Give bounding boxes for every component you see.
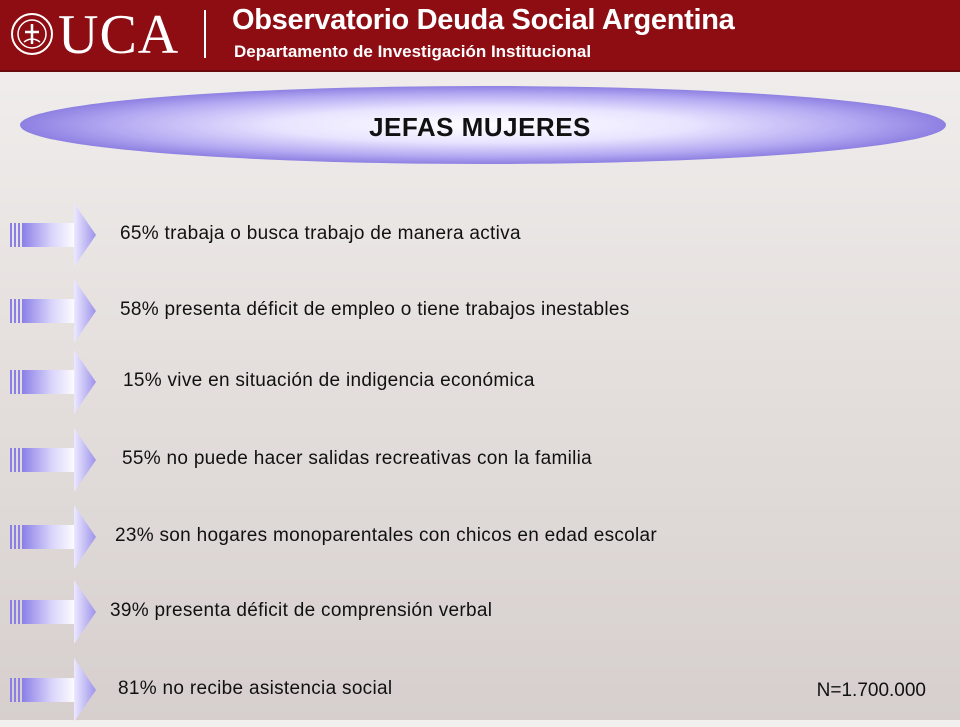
list-item-text: 23% son hogares monoparentales con chicos en edad escolar [115,525,658,546]
list-item-text: 15% vive en situación de indigencia económica [123,370,535,391]
list-item-text: 81% no recibe asistencia social [118,678,393,699]
arrow-bullet-icon [10,658,96,722]
arrow-bullet-icon [10,505,96,569]
list-item-text: 58% presenta déficit de empleo o tiene trabajos inestables [120,299,630,320]
sample-size: N=1.700.000 [816,680,926,701]
list-item-text: 65% trabaja o busca trabajo de manera activa [120,223,521,244]
arrow-bullet-icon [10,428,96,492]
list-item [0,279,960,343]
uca-seal-icon [10,12,54,56]
page-title: Observatorio Deuda Social Argentina [232,4,735,36]
header-bar [0,0,960,72]
section-title: JEFAS MUJERES [369,112,591,142]
list-item [0,428,960,492]
arrow-bullet-icon [10,580,96,644]
page-subtitle: Departamento de Investigación Institucional [234,42,592,61]
list-item [0,505,960,569]
arrow-bullet-icon [10,203,96,267]
arrow-bullet-icon [10,279,96,343]
header-divider [204,10,206,58]
uca-logo-text: UCA [58,4,180,66]
arrow-bullet-icon [10,350,96,414]
list-item-text: 39% presenta déficit de comprensión verbal [110,600,493,621]
list-item-text: 55% no puede hacer salidas recreativas con la familia [122,448,593,469]
list-item [0,203,960,267]
list-item [0,580,960,644]
list-item [0,350,960,414]
